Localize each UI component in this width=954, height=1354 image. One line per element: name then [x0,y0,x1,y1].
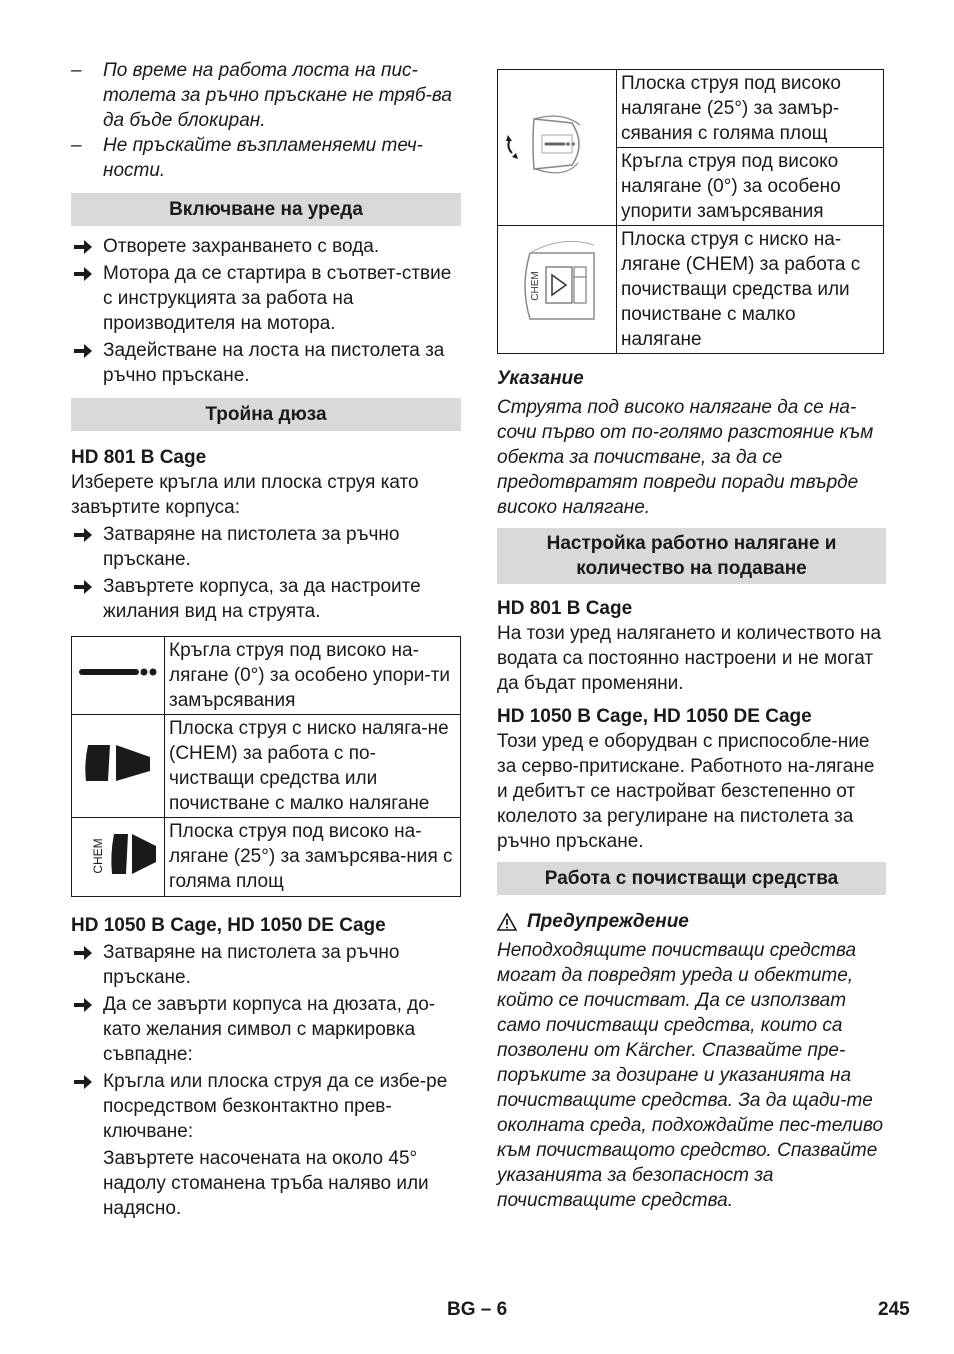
warning-title: Предупреждение [527,911,689,932]
table-row [72,818,461,897]
footer-section-label: BG – 6 [447,1299,508,1320]
step-text: Завъртете корпуса, за да настроите жилания вид на струята. [103,576,421,622]
table-text-cell: Кръгла струя под високо налягане (0°) за особено упорити замърсявания [617,148,884,226]
low-pressure-flat-jet-icon [82,741,154,785]
table-text-cell: Плоска струя с ниско наляга-не (CHEM) за работа с по-чистващи средства или почистване с малко налягане [165,715,461,818]
arrow-right-icon [73,579,93,595]
step-text: Затваряне на пистолета за ръчно пръскане. [103,942,400,988]
table-row [498,226,884,354]
dash-list-item [71,133,461,183]
table-icon-cell [498,226,617,354]
model-description-text: На този уред налягането и количеството на водата са постоянно настроени и не могат да бъдат променяни. [497,623,882,694]
step-item [71,234,461,259]
model-heading-hd801: HD 801 B Cage [497,598,633,619]
dash-marker: – [71,60,82,81]
flat-jet-25-icon [78,828,158,880]
right-column [497,58,886,1213]
table-row [72,637,461,715]
left-column [71,58,461,1221]
table-row [498,70,884,148]
note-heading: Указание [497,368,584,389]
model-heading-hd1050: HD 1050 B Cage, HD 1050 DE Cage [71,915,386,936]
footer-page-number: 245 [878,1299,910,1320]
table-row [72,715,461,818]
dash-item-text: По време на работа лоста на пис-толета за ръчно пръскане не тряб-ва да бъде блокиран. [103,60,452,131]
table-icon-cell [72,818,165,897]
table-icon-cell [72,715,165,818]
section-heading-detergents: Работа с почистващи средства [497,862,886,895]
nozzle-rotate-icon [502,99,612,189]
arrow-right-icon [73,239,93,255]
step-item [71,261,461,336]
warning-triangle-icon [497,913,517,931]
table-text-cell: Плоска струя с ниско на-лягане (CHEM) за работа с почистващи средства или почистване с малко налягане [617,226,884,354]
step-item [71,522,461,572]
arrow-right-icon [73,266,93,282]
dash-list-item [71,58,461,133]
arrow-right-icon [73,997,93,1013]
section-heading-triple-nozzle: Тройна дюза [71,398,461,431]
step-text: Затваряне на пистолета за ръчно пръскане. [103,524,400,570]
chem-label: CHEM [91,837,105,874]
table-icon-cell [498,70,617,226]
low-pressure-nozzle-icon [502,231,612,341]
arrow-right-icon [73,343,93,359]
step-item [71,574,461,624]
warning-heading [497,909,886,934]
table-text-cell: Плоска струя под високо на-лягане (25°) за замърсява-ния с голяма площ [165,818,461,897]
step-text: Отворете захранването с вода. [103,236,380,257]
table-icon-cell [72,637,165,715]
step-text: Задействане на лоста на пистолета за ръчно пръскане. [103,340,445,386]
warning-text: Неподходящите почистващи средства могат да повредят уреда и обектите, който се почистват. Да се използват само почистващи средства, които са позволени от Kärcher. Спазвайте пре-поръките за дозиране и указанията на почистващите средства. За да щади-те околната среда, подхождайте пес-теливо към почистващото средство. Спазвайте указанията за безопасност за почистващите средства. [497,940,884,1211]
step-continuation-text: Завъртете насочената на около 45° надолу стоманена тръба наляво или надясно. [103,1148,429,1219]
step-item [71,940,461,990]
model-description-text: Този уред е оборудван с приспособле-ние за серво-притискане. Работното на-лягане и дебитът се настройват безстепенно от колелото за регулиране на пистолета за ръчно пръскане. [497,731,875,852]
arrow-right-icon [73,945,93,961]
table-text-cell: Плоска струя под високо налягане (25°) за замър-сявания с голяма площ [617,70,884,148]
dash-marker: – [71,135,82,156]
section-heading-switch-on: Включване на уреда [71,193,461,226]
step-item [71,338,461,388]
dash-item-text: Не пръскайте възпламеняеми теч-ности. [103,135,424,181]
model-intro-text: Изберете кръгла или плоска струя като завъртите корпуса: [71,472,419,518]
arrow-right-icon [73,1074,93,1090]
model-heading-hd1050: HD 1050 B Cage, HD 1050 DE Cage [497,706,812,727]
arrow-right-icon [73,527,93,543]
round-jet-icon [78,662,158,682]
chem-label: CHEM [530,271,541,301]
step-text: Да се завърти корпуса на дюзата, до-като желания символ с маркировка съвпадне: [103,994,436,1065]
step-item [71,1069,461,1144]
step-text: Мотора да се стартира в съответ-ствие с инструкцията за работа на производителя на мотора. [103,263,452,334]
step-item [71,992,461,1067]
note-text: Струята под високо налягане да се на-сочи първо от по-голямо разстояние към обекта за почистване, за да се предотвратят повреди поради твърде високо налягане. [497,397,874,518]
step-text: Кръгла или плоска струя да се избе-ре посредством безконтактно прев-ключване: [103,1071,448,1142]
nozzle-table-hd801 [71,636,461,897]
model-heading-hd801: HD 801 B Cage [71,447,207,468]
table-text-cell: Кръгла струя под високо на-лягане (0°) за особено упори-ти замърсявания [165,637,461,715]
section-heading-pressure-settings: Настройка работно налягане и количество на подаване [497,528,886,584]
nozzle-table-hd1050 [497,69,884,354]
